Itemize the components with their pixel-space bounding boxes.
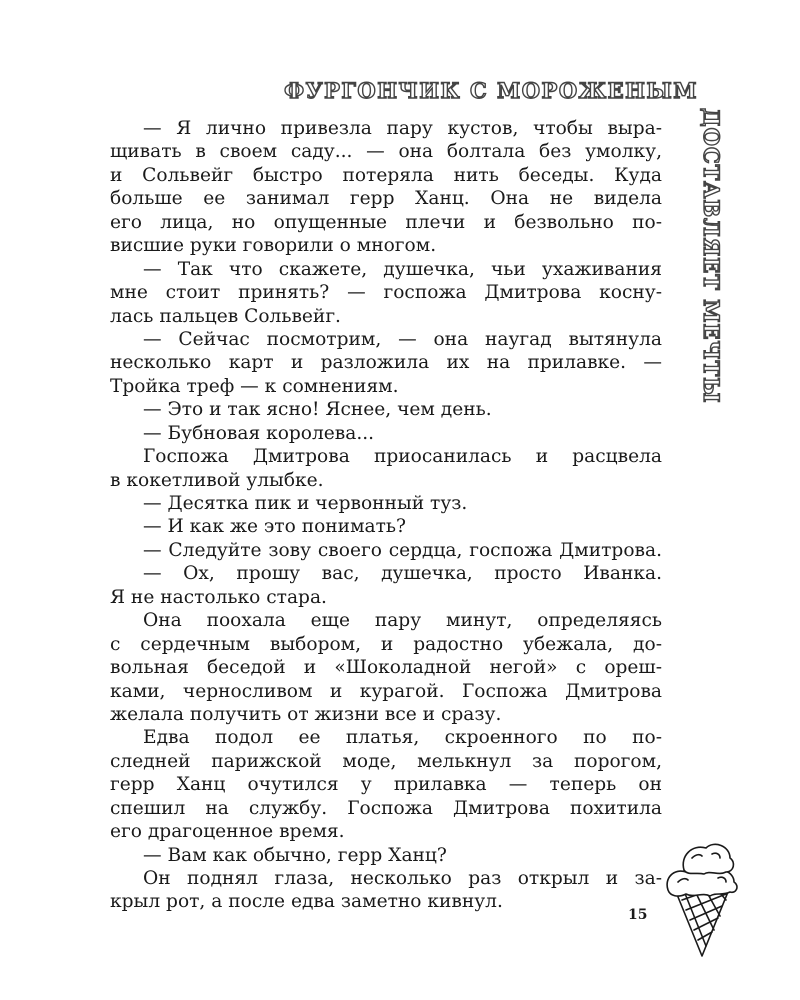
text-line: его драгоценное время. xyxy=(110,821,345,843)
text-line: мне стоит принять? — госпожа Дмитрова косну- xyxy=(110,282,662,304)
running-head-title: ФУРГОНЧИК С МОРОЖЕНЫМ xyxy=(284,78,698,103)
text-line: ками, черносливом и курагой. Госпожа Дмитрова xyxy=(110,680,662,702)
text-line: больше ее занимал герр Ханц. Она не видела xyxy=(110,188,662,210)
text-line: и Сольвейг быстро потеряла нить беседы. Куда xyxy=(110,164,662,186)
text-line: — Так что скажете, душечка, чьи ухаживания xyxy=(143,258,662,280)
text-line: — Сейчас посмотрим, — она наугад вытянула xyxy=(143,328,662,350)
text-line: его лица, но опущенные плечи и безвольно по- xyxy=(110,211,662,233)
text-line: Едва подол ее платья, скроенного по по- xyxy=(143,727,662,749)
side-title-text: ДОСТАВЛЯЕТ МЕЧТЫ xyxy=(699,108,724,404)
ice-cream-cone-icon xyxy=(662,830,746,960)
body-text xyxy=(110,117,662,914)
text-line: Госпожа Дмитрова приосанилась и расцвела xyxy=(143,446,662,468)
text-line: следней парижской моде, мелькнул за порогом, xyxy=(110,750,662,772)
text-line: — Я лично привезла пару кустов, чтобы выра- xyxy=(143,118,662,139)
text-line: несколько карт и разложила их на прилавке. — xyxy=(110,352,662,374)
text-line: Она поохала еще пару минут, определяясь xyxy=(143,610,662,632)
text-line: Тройка треф — к сомнениям. xyxy=(110,375,399,397)
text-line: Он поднял глаза, несколько раз открыл и за- xyxy=(143,868,662,889)
text-line: с сердечным выбором, и радостно убежала, до- xyxy=(110,633,662,655)
text-line: герр Ханц очутился у прилавка — теперь он xyxy=(110,774,662,796)
text-line: в кокетливой улыбке. xyxy=(110,469,324,491)
text-line: желала получить от жизни все и сразу. xyxy=(110,703,502,725)
side-title xyxy=(690,108,730,404)
text-line: — Бубновая королева... xyxy=(143,422,375,444)
text-line: вольная беседой и «Шоколадной негой» с ореш- xyxy=(110,657,662,679)
text-line: — Ох, прошу вас, душечка, просто Иванка. xyxy=(143,563,662,585)
text-line: висшие руки говорили о многом. xyxy=(110,235,437,257)
text-line: спешил на службу. Госпожа Дмитрова похитила xyxy=(110,797,662,819)
text-line: — Вам как обычно, герр Ханц? xyxy=(143,844,447,866)
page-number: 15 xyxy=(628,907,648,923)
text-line: — Десятка пик и червонный туз. xyxy=(143,493,468,514)
upper-scoop xyxy=(683,844,733,874)
text-line: щивать в своем саду... — она болтала без умолку, xyxy=(110,141,662,163)
text-line: — Следуйте зову своего сердца, госпожа Дмитрова. xyxy=(143,539,662,561)
text-line: — Это и так ясно! Яснее, чем день. xyxy=(143,399,492,421)
text-line: лась пальцев Сольвейг. xyxy=(110,305,341,327)
text-line: Я не настолько стара. xyxy=(110,586,327,608)
text-line: крыл рот, а после едва заметно кивнул. xyxy=(110,891,503,913)
text-line: — И как же это понимать? xyxy=(143,516,406,538)
